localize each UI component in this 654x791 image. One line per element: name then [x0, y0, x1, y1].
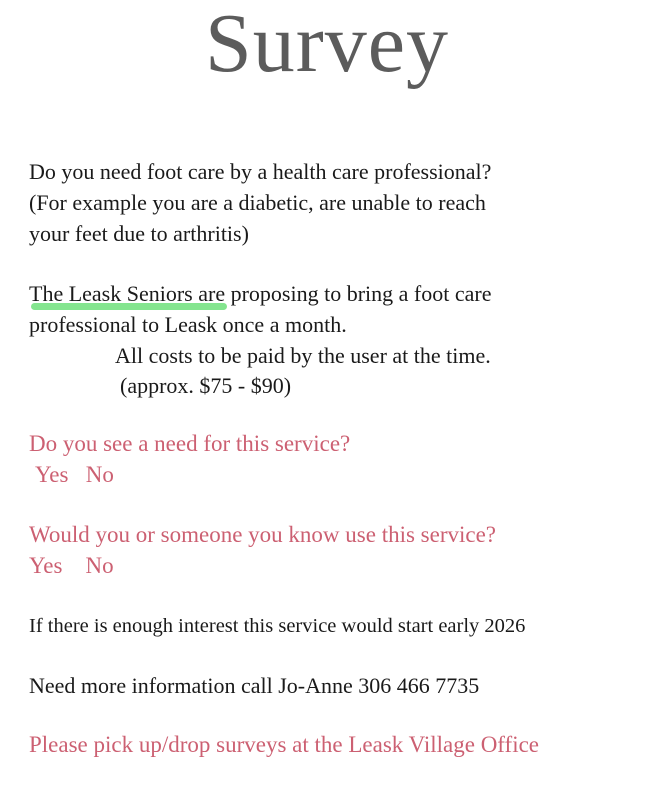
dropoff-line: Please pick up/drop surveys at the Leask Village Office: [29, 732, 540, 757]
intro-line-3: your feet due to arthritis): [29, 221, 249, 246]
intro-line-2: (For example you are a diabetic, are unable to reach: [29, 190, 486, 215]
proposal-line-1-rest: are proposing to bring a foot care: [192, 281, 492, 306]
start-note: If there is enough interest this service would start early 2026: [29, 615, 526, 637]
survey-title: Survey: [205, 0, 449, 90]
question-2-text: Would you or someone you know use this service?: [29, 522, 497, 547]
question-1-text: Do you see a need for this service?: [29, 431, 351, 456]
contact-line: Need more information call Jo-Anne 306 466 7735: [29, 673, 480, 698]
proposal-line-2: professional to Leask once a month.: [29, 312, 347, 337]
org-name: The Leask Seniors: [29, 281, 193, 306]
price-line: (approx. $75 - $90): [120, 373, 292, 398]
proposal-line-1: [29, 278, 491, 309]
question-1-options: Yes No: [35, 462, 114, 487]
intro-line-1: Do you need foot care by a health care professional?: [29, 159, 492, 184]
question-2-options: Yes No: [29, 553, 114, 578]
costs-line: All costs to be paid by the user at the time.: [115, 343, 491, 368]
